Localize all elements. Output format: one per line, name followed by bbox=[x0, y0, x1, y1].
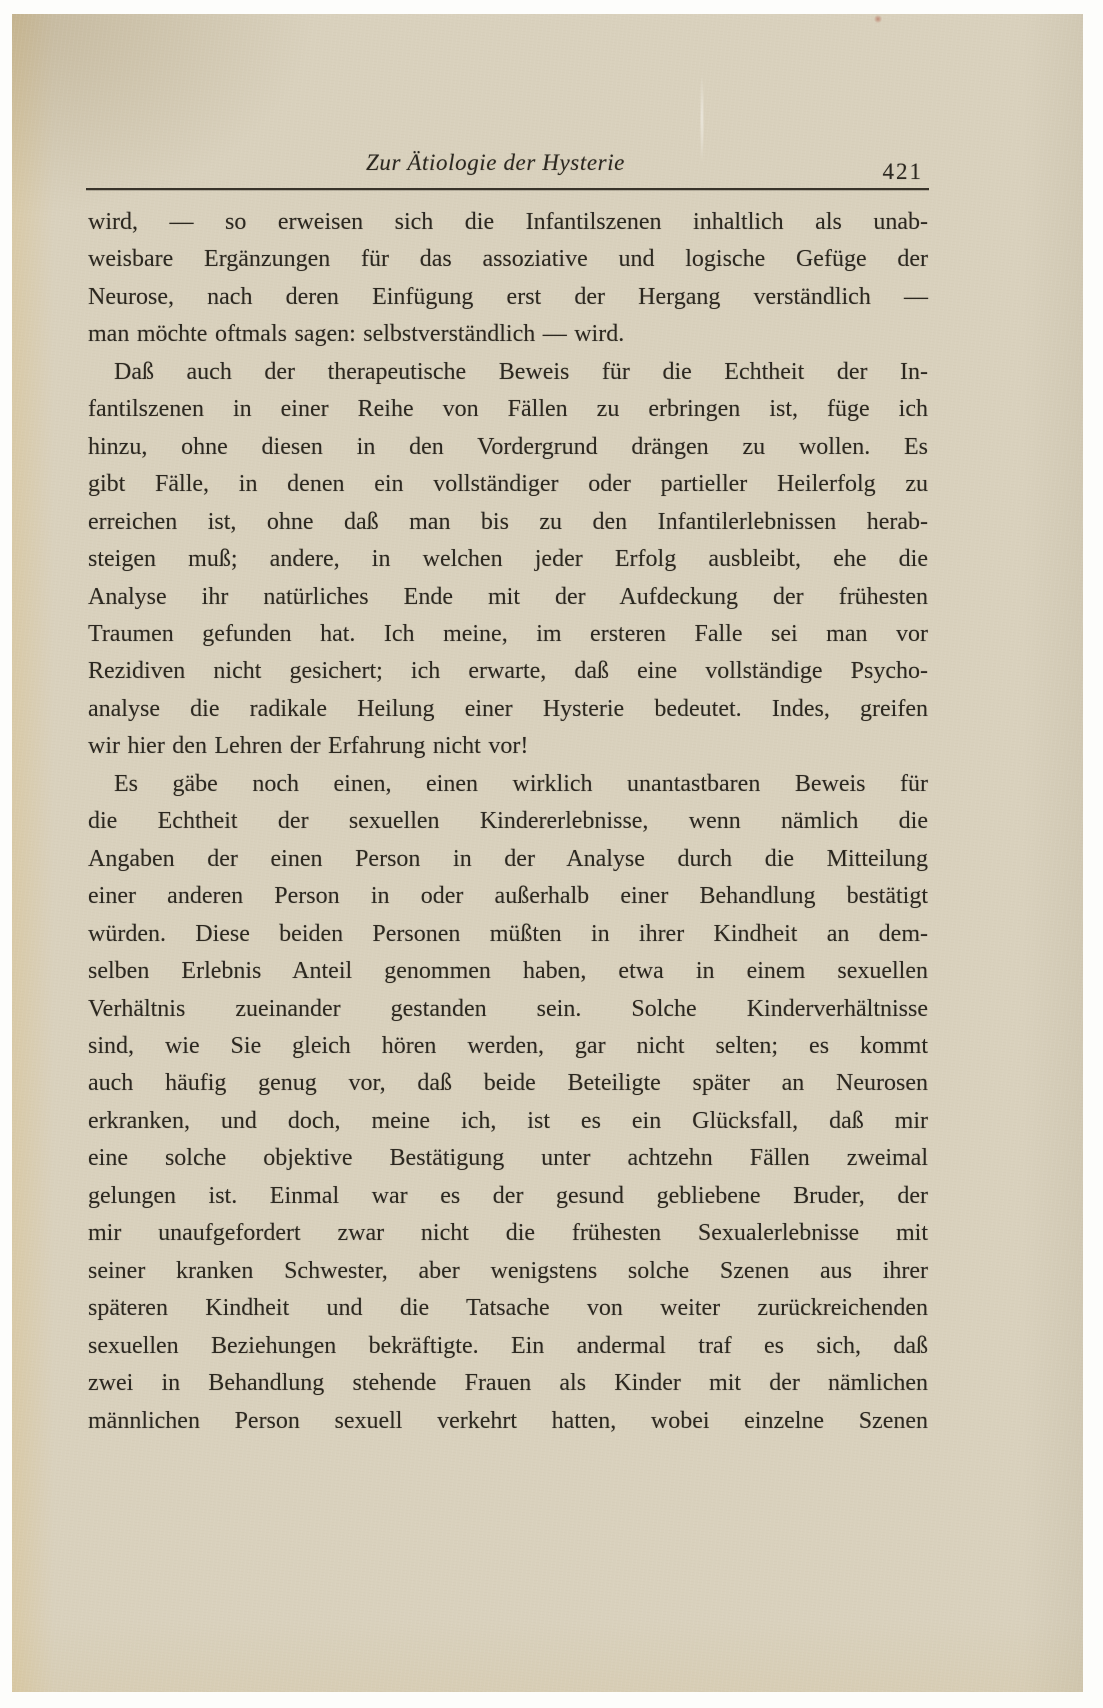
text-line: seiner kranken Schwester, aber wenigstens solche Szenen aus ihrer bbox=[88, 1257, 928, 1284]
text-line: Daß auch der therapeutische Beweis für die Echtheit der In- bbox=[114, 358, 928, 385]
text-line: sind, wie Sie gleich hören werden, gar nicht selten; es kommt bbox=[88, 1032, 928, 1059]
page-number: 421 bbox=[882, 159, 923, 184]
text-line: Analyse ihr natürliches Ende mit der Aufdeckung der frühesten bbox=[88, 583, 928, 610]
header-rule bbox=[86, 188, 929, 190]
text-line: auch häufig genug vor, daß beide Beteiligte später an Neurosen bbox=[88, 1070, 928, 1097]
text-line: männlichen Person sexuell verkehrt hatten, wobei einzelne Szenen bbox=[88, 1407, 928, 1434]
text-line: zwei in Behandlung stehende Frauen als Kinder mit der nämlichen bbox=[88, 1370, 928, 1397]
text-line: erreichen ist, ohne daß man bis zu den Infantilerlebnissen herab- bbox=[88, 508, 928, 535]
text-line: hinzu, ohne diesen in den Vordergrund drängen zu wollen. Es bbox=[88, 433, 928, 460]
text-line: Verhältnis zueinander gestanden sein. Solche Kinderverhältnisse bbox=[88, 995, 928, 1022]
text-line: steigen muß; andere, in welchen jeder Erfolg ausbleibt, ehe die bbox=[88, 546, 928, 573]
text-line: einer anderen Person in oder außerhalb einer Behandlung bestätigt bbox=[88, 883, 928, 910]
paper bbox=[12, 14, 1083, 1692]
running-title: Zur Ätiologie der Hysterie bbox=[366, 150, 625, 175]
text-line: würden. Diese beiden Personen müßten in ihrer Kindheit an dem- bbox=[88, 920, 928, 947]
text-line: späteren Kindheit und die Tatsache von weiter zurückreichenden bbox=[88, 1295, 928, 1322]
text-line: Traumen gefunden hat. Ich meine, im ersteren Falle sei man vor bbox=[88, 620, 928, 647]
text-line: wird, — so erweisen sich die Infantilszenen inhaltlich als unab- bbox=[88, 209, 928, 235]
text-line: die Echtheit der sexuellen Kindererlebnisse, wenn nämlich die bbox=[88, 808, 928, 835]
text-line: selben Erlebnis Anteil genommen haben, etwa in einem sexuellen bbox=[88, 958, 928, 985]
text-line: Rezidiven nicht gesichert; ich erwarte, daß eine vollständige Psycho- bbox=[88, 658, 928, 685]
text-line: gibt Fälle, in denen ein vollständiger oder partieller Heilerfolg zu bbox=[88, 471, 928, 498]
text-line: weisbare Ergänzungen für das assoziative und logische Gefüge der bbox=[88, 246, 928, 273]
text-line: man möchte oftmals sagen: selbstverständlich — wird. bbox=[88, 321, 625, 348]
text-line: wir hier den Lehren der Erfahrung nicht vor! bbox=[88, 733, 529, 760]
text-line: sexuellen Beziehungen bekräftigte. Ein andermal traf es sich, daß bbox=[88, 1332, 928, 1359]
text-line: Angaben der einen Person in der Analyse durch die Mitteilung bbox=[88, 845, 928, 872]
text-line: mir unaufgefordert zwar nicht die frühesten Sexualerlebnisse mit bbox=[88, 1220, 928, 1247]
text-line: gelungen ist. Einmal war es der gesund gebliebene Bruder, der bbox=[88, 1182, 928, 1209]
text-line: eine solche objektive Bestätigung unter achtzehn Fällen zweimal bbox=[88, 1145, 928, 1172]
text-line: analyse die radikale Heilung einer Hysterie bedeutet. Indes, greifen bbox=[88, 695, 928, 722]
text-line: erkranken, und doch, meine ich, ist es ein Glücksfall, daß mir bbox=[88, 1107, 928, 1134]
text-line: fantilszenen in einer Reihe von Fällen zu erbringen ist, füge ich bbox=[88, 396, 928, 423]
text-line: Neurose, nach deren Einfügung erst der Hergang verständlich — bbox=[88, 283, 928, 310]
body-text bbox=[88, 204, 928, 1440]
text-line: Es gäbe noch einen, einen wirklich unantastbaren Beweis für bbox=[114, 770, 928, 797]
